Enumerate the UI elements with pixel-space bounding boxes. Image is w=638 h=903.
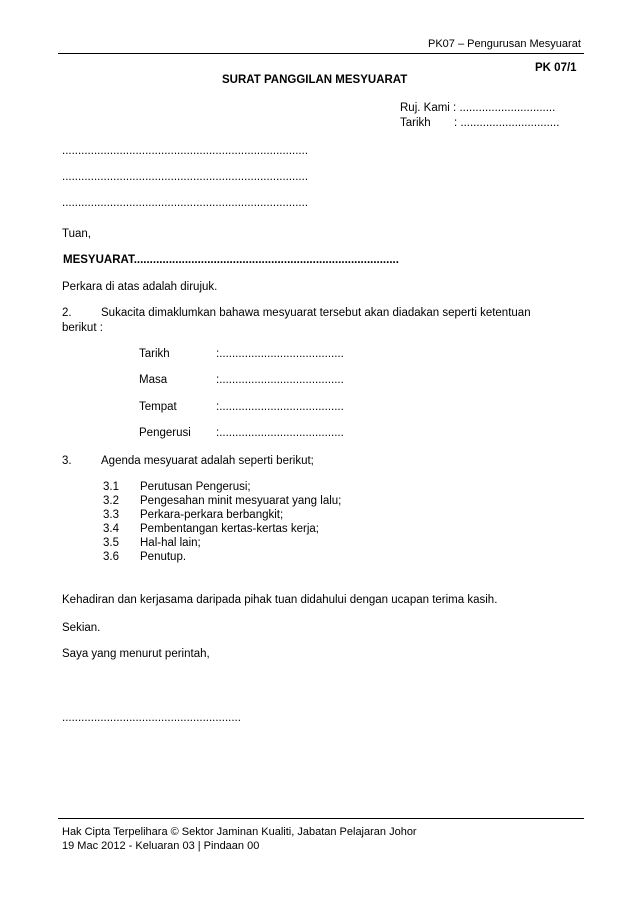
detail-row-pengerusi (139, 427, 344, 441)
agenda-item (103, 523, 319, 537)
footer-version: 19 Mac 2012 - Keluaran 03 | Pindaan 00 (62, 840, 260, 852)
closing-paragraph: Kehadiran dan kerjasama daripada pihak tuan didahului dengan ucapan terima kasih. (62, 594, 498, 606)
agenda-item-text: Pengesahan minit mesyuarat yang lalu; (140, 495, 342, 507)
agenda-item (103, 509, 283, 523)
running-header-title: PK07 – Pengurusan Mesyuarat (428, 38, 581, 50)
paragraph-3-text: Agenda mesyuarat adalah seperti berikut; (101, 455, 314, 467)
subject-line: MESYUARAT................................................................................... (63, 254, 399, 266)
detail-value: :....................................... (216, 401, 344, 413)
detail-label: Tempat (139, 401, 177, 413)
signoff: Saya yang menurut perintah, (62, 648, 210, 660)
paragraph-1: Perkara di atas adalah dirujuk. (62, 281, 218, 293)
salutation: Tuan, (62, 228, 91, 240)
detail-value: :....................................... (216, 374, 344, 386)
detail-row-tempat (139, 401, 344, 415)
agenda-item-text: Hal-hal lain; (140, 537, 201, 549)
sekian: Sekian. (62, 622, 101, 634)
agenda-item-text: Perkara-perkara berbangkit; (140, 509, 284, 521)
detail-label: Pengerusi (139, 427, 191, 439)
agenda-item-number: 3.5 (103, 537, 119, 549)
agenda-item (103, 537, 201, 551)
detail-value: :....................................... (216, 348, 344, 360)
paragraph-2-number: 2. (62, 307, 72, 319)
agenda-item-number: 3.1 (103, 481, 119, 493)
agenda-item-text: Pembentangan kertas-kertas kerja; (140, 523, 319, 535)
agenda-item-text: Perutusan Pengerusi; (140, 481, 251, 493)
ruj-dots: .............................. (459, 102, 556, 114)
footer-divider (58, 818, 584, 819)
paragraph-2-line-1 (62, 307, 531, 321)
detail-row-masa (139, 374, 344, 388)
document-title: SURAT PANGGILAN MESYUARAT (222, 74, 408, 86)
ruj-label: Ruj. Kami : (400, 102, 457, 114)
address-line: ............................................................................. (62, 197, 309, 209)
paragraph-2-text: Sukacita dimaklumkan bahawa mesyuarat tersebut akan diadakan seperti ketentuan (101, 307, 531, 319)
address-line: ............................................................................. (62, 171, 309, 183)
header-divider (58, 53, 584, 54)
agenda-item-number: 3.6 (103, 551, 119, 563)
detail-row-tarikh (139, 348, 344, 362)
address-line: ............................................................................. (62, 145, 309, 157)
agenda-item-number: 3.4 (103, 523, 119, 535)
paragraph-3-number: 3. (62, 455, 72, 467)
footer-copyright: Hak Cipta Terpelihara © Sektor Jaminan Kualiti, Jabatan Pelajaran Johor (62, 826, 417, 838)
agenda-item-number: 3.3 (103, 509, 119, 521)
paragraph-3 (62, 455, 314, 469)
tarikh-label: Tarikh (400, 117, 431, 129)
detail-label: Masa (139, 374, 168, 386)
agenda-item (103, 481, 251, 495)
agenda-item-number: 3.2 (103, 495, 119, 507)
paragraph-2-line-2: berikut : (62, 322, 103, 334)
agenda-item (103, 551, 186, 565)
agenda-item (103, 495, 341, 509)
reference-tarikh-row (400, 117, 559, 131)
tarikh-dots: : ............................... (454, 117, 560, 129)
detail-label: Tarikh (139, 348, 170, 360)
agenda-item-text: Penutup. (140, 551, 187, 563)
signature-line: ........................................................ (62, 712, 241, 724)
reference-ruj-row (400, 102, 555, 116)
detail-value: :....................................... (216, 427, 344, 439)
form-code: PK 07/1 (535, 62, 577, 74)
